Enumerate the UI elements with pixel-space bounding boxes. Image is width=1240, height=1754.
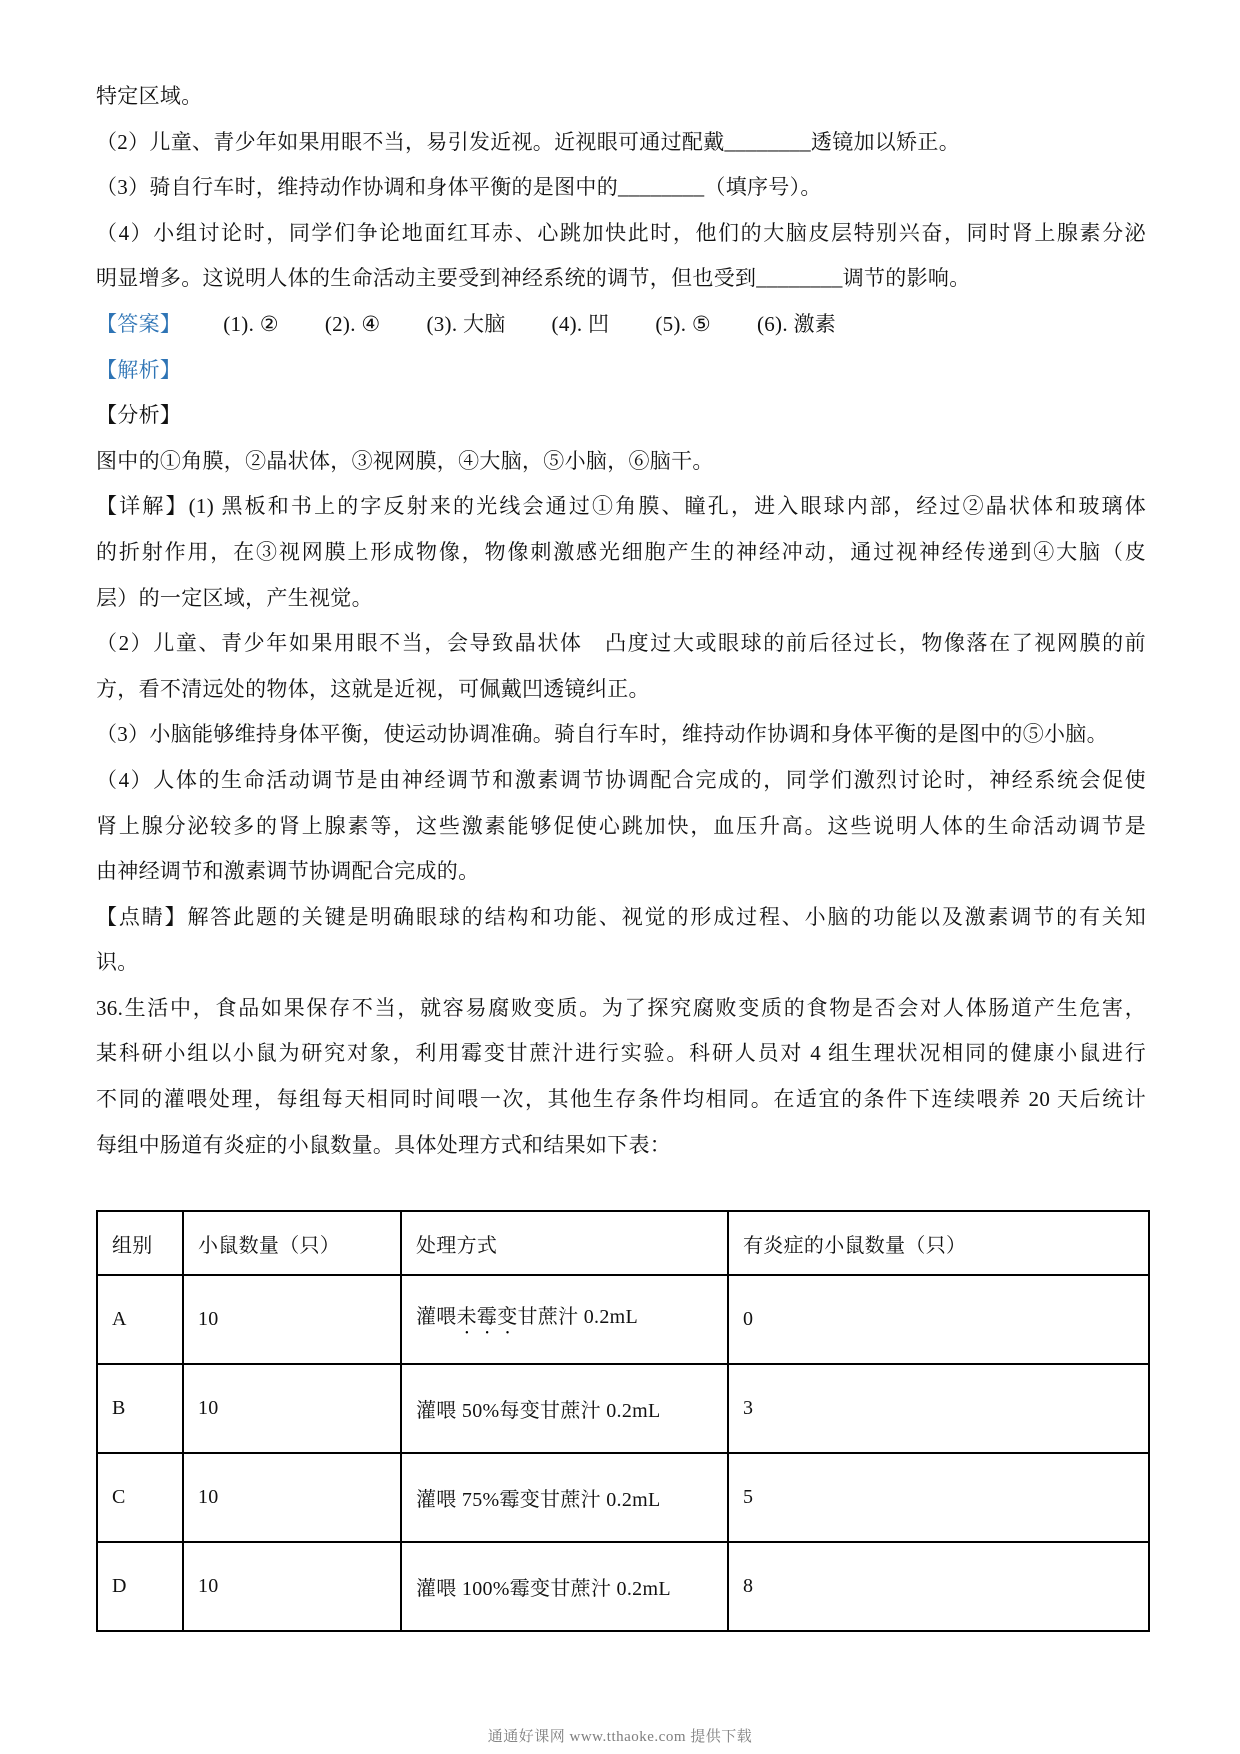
answer-item: (2). ④ xyxy=(324,311,381,336)
results-table xyxy=(96,1210,1150,1632)
table-row xyxy=(97,1542,1149,1631)
count-cell: 10 xyxy=(183,1453,401,1542)
table-header-cell: 有炎症的小鼠数量（只） xyxy=(728,1211,1149,1275)
inflamed-cell: 8 xyxy=(728,1542,1149,1631)
group-cell: D xyxy=(97,1542,183,1631)
group-cell: B xyxy=(97,1364,183,1453)
process-cell: 灌喂 50%每变甘蔗汁 0.2mL xyxy=(401,1364,728,1453)
text-line: 某科研小组以小鼠为研究对象，利用霉变甘蔗汁进行实验。科研人员对 4 组生理状况相同的健康小鼠进行 xyxy=(96,1041,1146,1066)
count-cell: 10 xyxy=(183,1275,401,1364)
text-line: 不同的灌喂处理，每组每天相同时间喂一次，其他生存条件均相同。在适宜的条件下连续喂养 20 天后统计 xyxy=(96,1087,1146,1112)
emphasized-text: 未霉变 xyxy=(456,1306,518,1329)
text-line: 【点睛】解答此题的关键是明确眼球的结构和功能、视觉的形成过程、小脑的功能以及激素调节的有关知 xyxy=(96,904,1146,929)
table-header-cell: 处理方式 xyxy=(401,1211,728,1275)
table-header-cell: 组别 xyxy=(97,1211,183,1275)
text-line: 明显增多。这说明人体的生命活动主要受到神经系统的调节，但也受到________调节的影响。 xyxy=(96,266,971,291)
count-cell: 10 xyxy=(183,1364,401,1453)
text-line: 36.生活中，食品如果保存不当，就容易腐败变质。为了探究腐败变质的食物是否会对人体肠道产生危害， xyxy=(96,995,1146,1020)
table-header-row xyxy=(97,1211,1149,1275)
footer-credit: 通通好课网 www.tthaoke.com 提供下载 xyxy=(487,1729,753,1745)
text-line: 由神经调节和激素调节协调配合完成的。 xyxy=(96,859,480,884)
answer-item: (4). 凹 xyxy=(551,311,610,336)
answer-item: (1). ② xyxy=(223,311,279,336)
inflamed-cell: 5 xyxy=(728,1453,1149,1542)
table-header-cell: 小鼠数量（只） xyxy=(183,1211,401,1275)
answer-item: (6). 激素 xyxy=(756,311,837,336)
text-line: 层）的一定区域，产生视觉。 xyxy=(96,585,373,610)
table-row xyxy=(97,1364,1149,1453)
text-line: （3）小脑能够维持身体平衡，使运动协调准确。骑自行车时，维持动作协调和身体平衡的是图中的⑤小脑。 xyxy=(96,722,1108,747)
text-line: 识。 xyxy=(96,950,139,975)
document-body xyxy=(96,74,1146,1168)
text-line: 特定区域。 xyxy=(96,84,203,108)
text-line: 的折射作用，在③视网膜上形成物像，物像刺激感光细胞产生的神经冲动，通过视神经传递到④大脑（皮 xyxy=(96,539,1146,564)
count-cell: 10 xyxy=(183,1542,401,1631)
process-cell: 灌喂 75%霉变甘蔗汁 0.2mL xyxy=(401,1453,728,1542)
process-cell: 灌喂未霉变甘蔗汁 0.2mL xyxy=(401,1275,728,1364)
text-line: 【详解】(1) 黑板和书上的字反射来的光线会通过①角膜、瞳孔，进入眼球内部，经过②晶状体和玻璃体 xyxy=(96,494,1146,519)
text-line: （4）小组讨论时，同学们争论地面红耳赤、心跳加快此时，他们的大脑皮层特别兴奋，同时肾上腺素分泌 xyxy=(96,220,1146,245)
process-cell: 灌喂 100%霉变甘蔗汁 0.2mL xyxy=(401,1542,728,1631)
answer-item: (5). ⑤ xyxy=(655,311,711,336)
text-line xyxy=(96,302,1146,348)
inflamed-cell: 3 xyxy=(728,1364,1149,1453)
text-line: （2）儿童、青少年如果用眼不当，易引发近视。近视眼可通过配戴________透镜加以矫正。 xyxy=(96,129,960,154)
table-row xyxy=(97,1453,1149,1542)
table-row xyxy=(97,1275,1149,1364)
results-table-body xyxy=(97,1275,1149,1631)
inflamed-cell: 0 xyxy=(728,1275,1149,1364)
text-line: （2）儿童、青少年如果用眼不当，会导致晶状体 凸度过大或眼球的前后径过长，物像落在了视网膜的前 xyxy=(96,631,1146,656)
group-cell: A xyxy=(97,1275,183,1364)
group-cell: C xyxy=(97,1453,183,1542)
text-line: （4）人体的生命活动调节是由神经调节和激素调节协调配合完成的，同学们激烈讨论时，神经系统会促使 xyxy=(96,767,1146,792)
document-content xyxy=(96,74,1146,1632)
text-line: （3）骑自行车时，维持动作协调和身体平衡的是图中的________（填序号）。 xyxy=(96,175,822,200)
text-line xyxy=(96,348,1146,394)
results-table-head xyxy=(97,1211,1149,1275)
text-line: 方，看不清远处的物体，这就是近视，可佩戴凹透镜纠正。 xyxy=(96,676,650,701)
section-label: 【解析】 xyxy=(96,357,182,382)
text-line: 【分析】 xyxy=(96,403,182,428)
answer-item: (3). 大脑 xyxy=(426,311,506,336)
text-line: 肾上腺分泌较多的肾上腺素等，这些激素能够促使心跳加快，血压升高。这些说明人体的生命活动调节是 xyxy=(96,813,1146,838)
answer-label: 【答案】 xyxy=(96,311,182,336)
text-line: 每组中肠道有炎症的小鼠数量。具体处理方式和结果如下表： xyxy=(96,1132,672,1157)
text-line: 图中的①角膜，②晶状体，③视网膜，④大脑，⑤小脑，⑥脑干。 xyxy=(96,448,714,473)
